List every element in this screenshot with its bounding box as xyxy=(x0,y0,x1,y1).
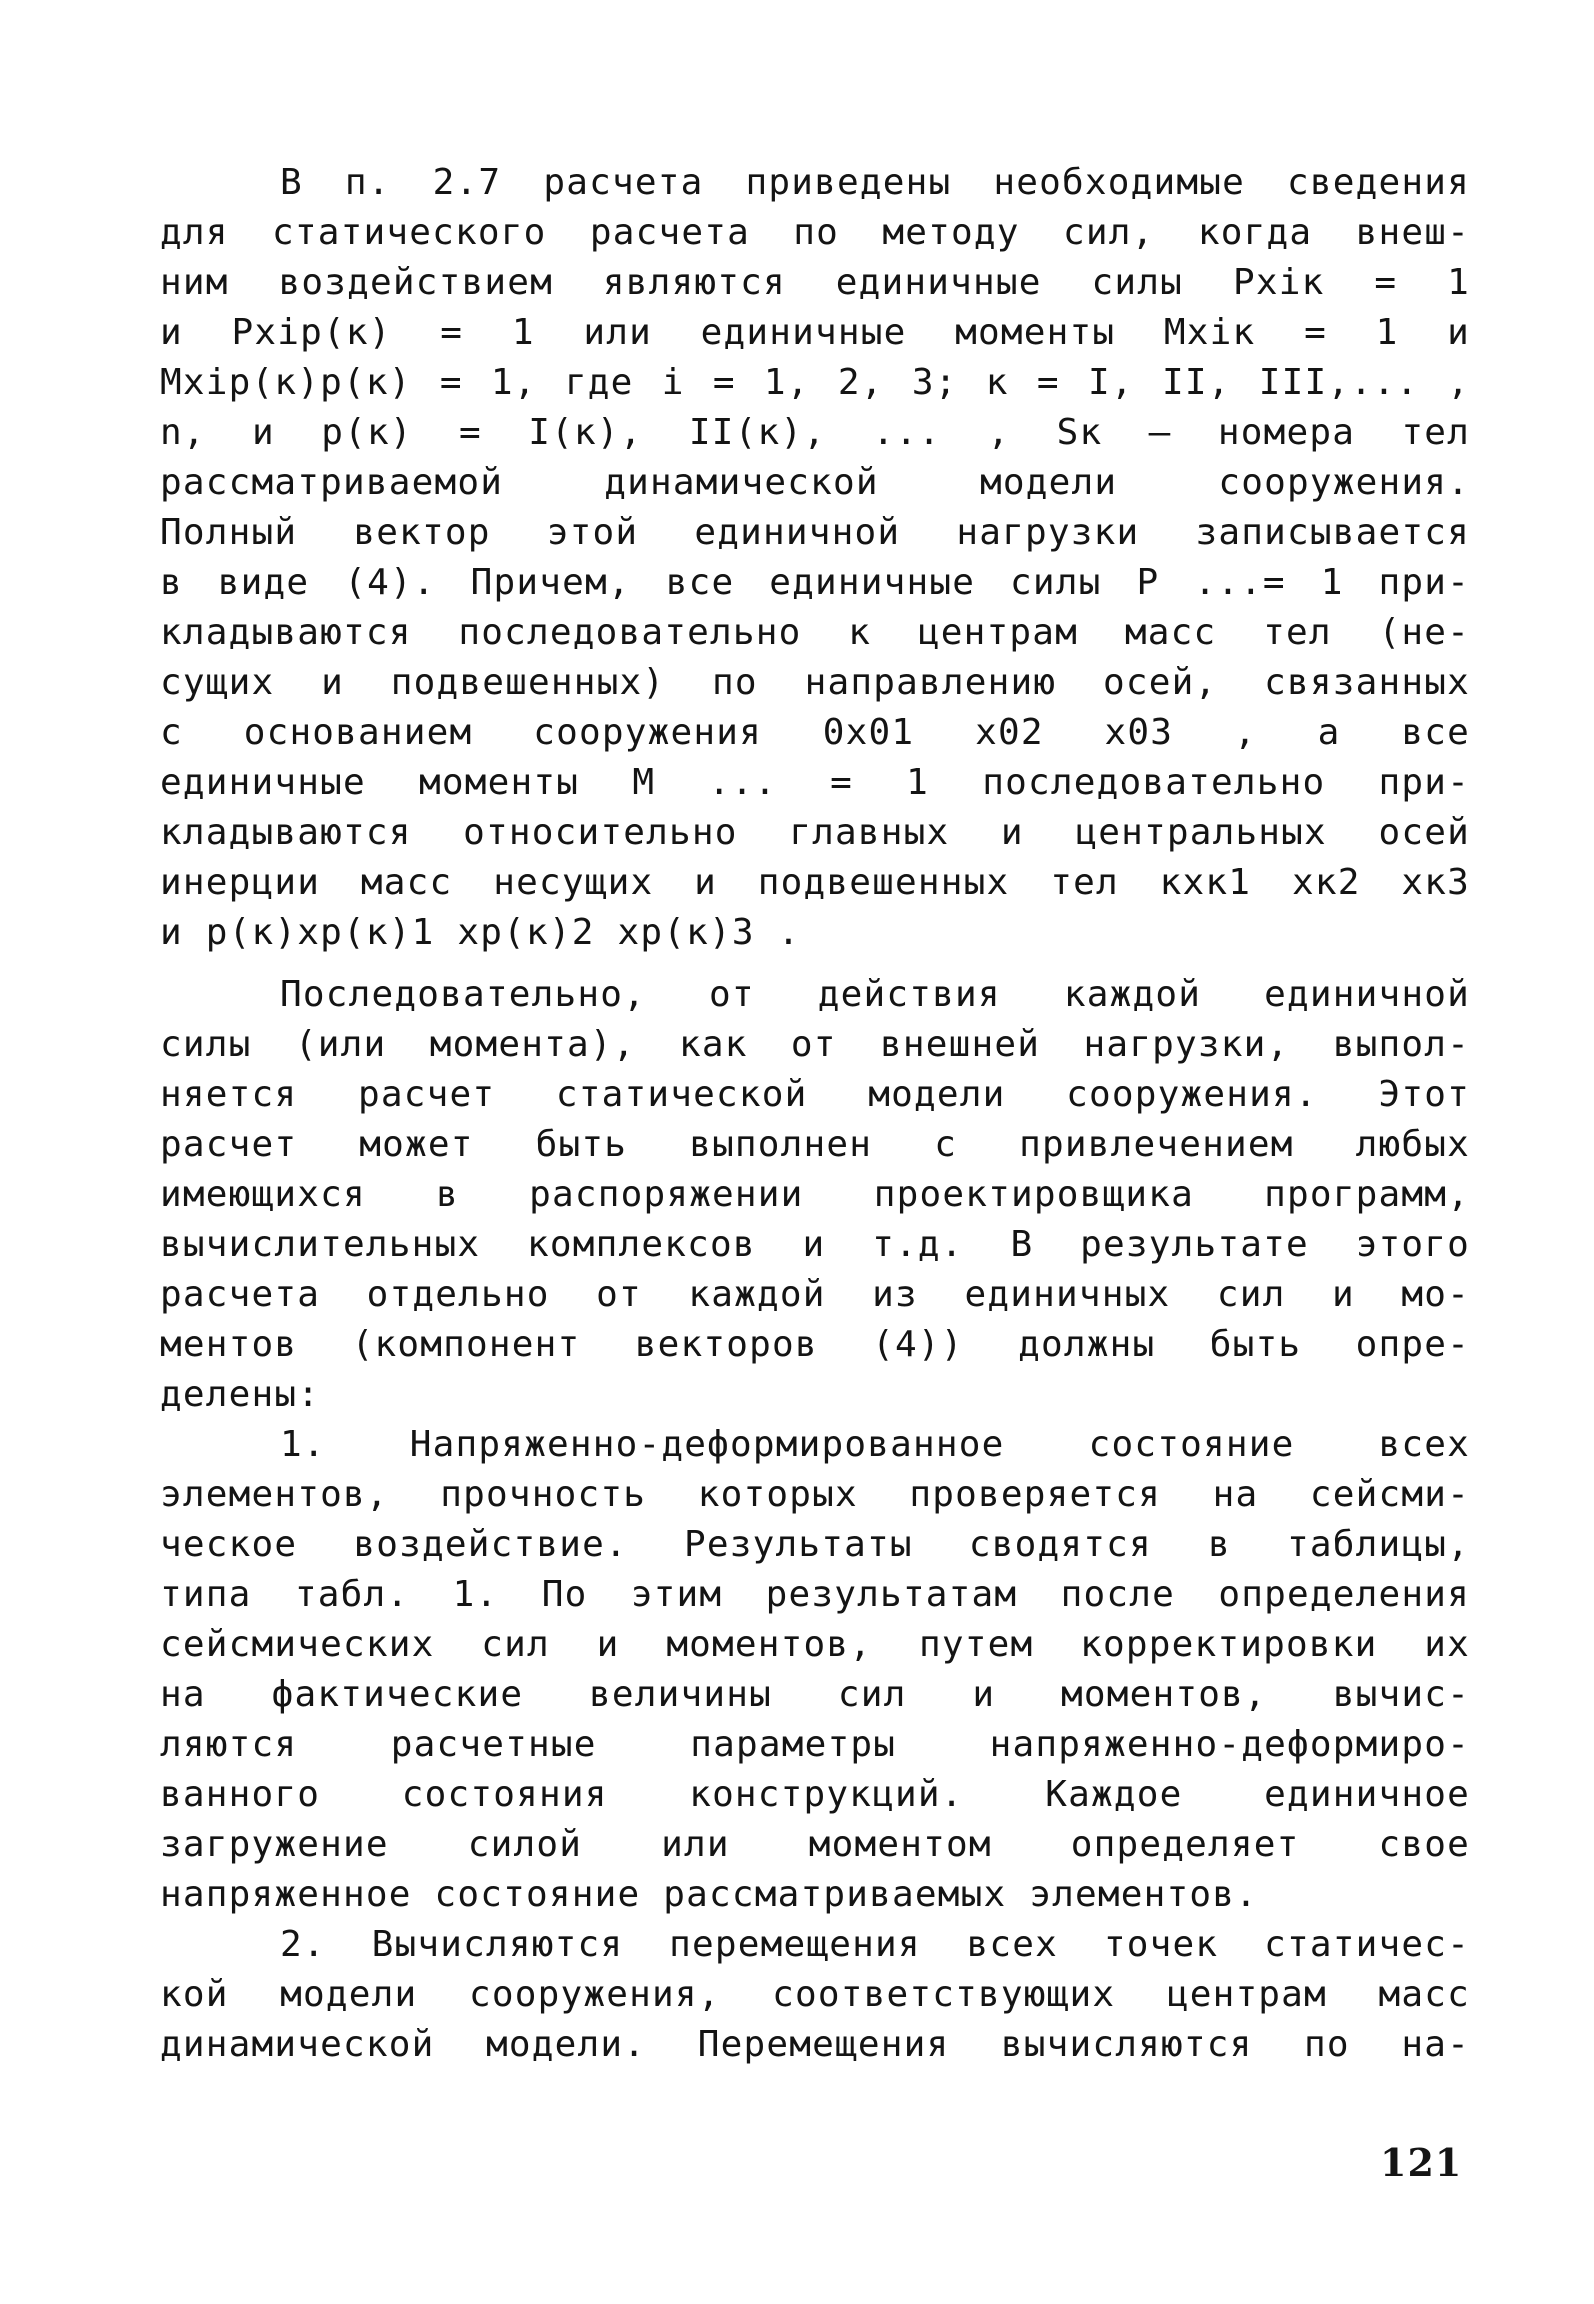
text-line: Mxip(к)p(к) = 1, где i = 1, 2, 3; к = I, II, III,... , xyxy=(160,362,1470,403)
text-line: ческое воздействие. Результаты сводятся в таблицы, xyxy=(160,1524,1470,1565)
paragraph-3 xyxy=(160,1420,1470,1920)
text-line: инерции масс несущих и подвешенных тел кxк1 xк2 xк3 xyxy=(160,862,1470,903)
text-line: элементов, прочность которых проверяется на сейсми- xyxy=(160,1474,1470,1515)
text-line: кладываются последовательно к центрам масс тел (не- xyxy=(160,612,1470,653)
text-line: с основанием сооружения 0x01 x02 x03 , а все xyxy=(160,712,1470,753)
text-line: 1. Напряженно-деформированное состояние всех xyxy=(280,1424,1470,1465)
text-line: Последовательно, от действия каждой единичной xyxy=(280,974,1470,1015)
text-line: Полный вектор этой единичной нагрузки записывается xyxy=(160,512,1470,553)
text-line: расчета отдельно от каждой из единичных сил и мо- xyxy=(160,1274,1470,1315)
text-line: сейсмических сил и моментов, путем корректировки их xyxy=(160,1624,1470,1665)
text-line: и p(к)xp(к)1 xp(к)2 xp(к)3 . xyxy=(160,912,801,953)
paragraph-2 xyxy=(160,970,1470,1420)
text-line: кой модели сооружения, соответствующих центрам масс xyxy=(160,1974,1470,2015)
page-number: 121 xyxy=(1380,2140,1463,2185)
text-line: ванного состояния конструкций. Каждое единичное xyxy=(160,1774,1470,1815)
text-line: имеющихся в распоряжении проектировщика программ, xyxy=(160,1174,1470,1215)
text-line: ментов (компонент векторов (4)) должны быть опре- xyxy=(160,1324,1470,1365)
text-line: няется расчет статической модели сооружения. Этот xyxy=(160,1074,1470,1115)
text-line: для статического расчета по методу сил, когда внеш- xyxy=(160,212,1470,253)
text-line: и Pxip(к) = 1 или единичные моменты Mxiк = 1 и xyxy=(160,312,1470,353)
text-line: единичные моменты M ... = 1 последовательно при- xyxy=(160,762,1470,803)
text-line: кладываются относительно главных и центральных осей xyxy=(160,812,1470,853)
text-line: в виде (4). Причем, все единичные силы P ...= 1 при- xyxy=(160,562,1470,603)
text-line: ним воздействием являются единичные силы Pxiк = 1 xyxy=(160,262,1470,303)
text-line: загружение силой или моментом определяет свое xyxy=(160,1824,1470,1865)
text-line: динамической модели. Перемещения вычисляются по на- xyxy=(160,2024,1470,2065)
text-line: вычислительных комплексов и т.д. В результате этого xyxy=(160,1224,1470,1265)
text-line: сущих и подвешенных) по направлению осей, связанных xyxy=(160,662,1470,703)
text-line: делены: xyxy=(160,1374,321,1415)
text-line: на фактические величины сил и моментов, вычис- xyxy=(160,1674,1470,1715)
text-line: силы (или момента), как от внешней нагрузки, выпол- xyxy=(160,1024,1470,1065)
text-line: ляются расчетные параметры напряженно-деформиро- xyxy=(160,1724,1470,1765)
text-line: напряженное состояние рассматриваемых элементов. xyxy=(160,1874,1258,1915)
paragraph-4 xyxy=(160,1920,1470,2070)
text-line: 2. Вычисляются перемещения всех точек статичес- xyxy=(280,1924,1470,1965)
text-line: рассматриваемой динамической модели сооружения. xyxy=(160,462,1470,503)
text-line: типа табл. 1. По этим результатам после определения xyxy=(160,1574,1470,1615)
text-line: В п. 2.7 расчета приведены необходимые сведения xyxy=(280,162,1470,203)
text-line: n, и p(к) = I(к), II(к), ... , Sк – номера тел xyxy=(160,412,1470,453)
text-line: расчет может быть выполнен с привлечением любых xyxy=(160,1124,1470,1165)
paragraph-1 xyxy=(160,158,1470,958)
